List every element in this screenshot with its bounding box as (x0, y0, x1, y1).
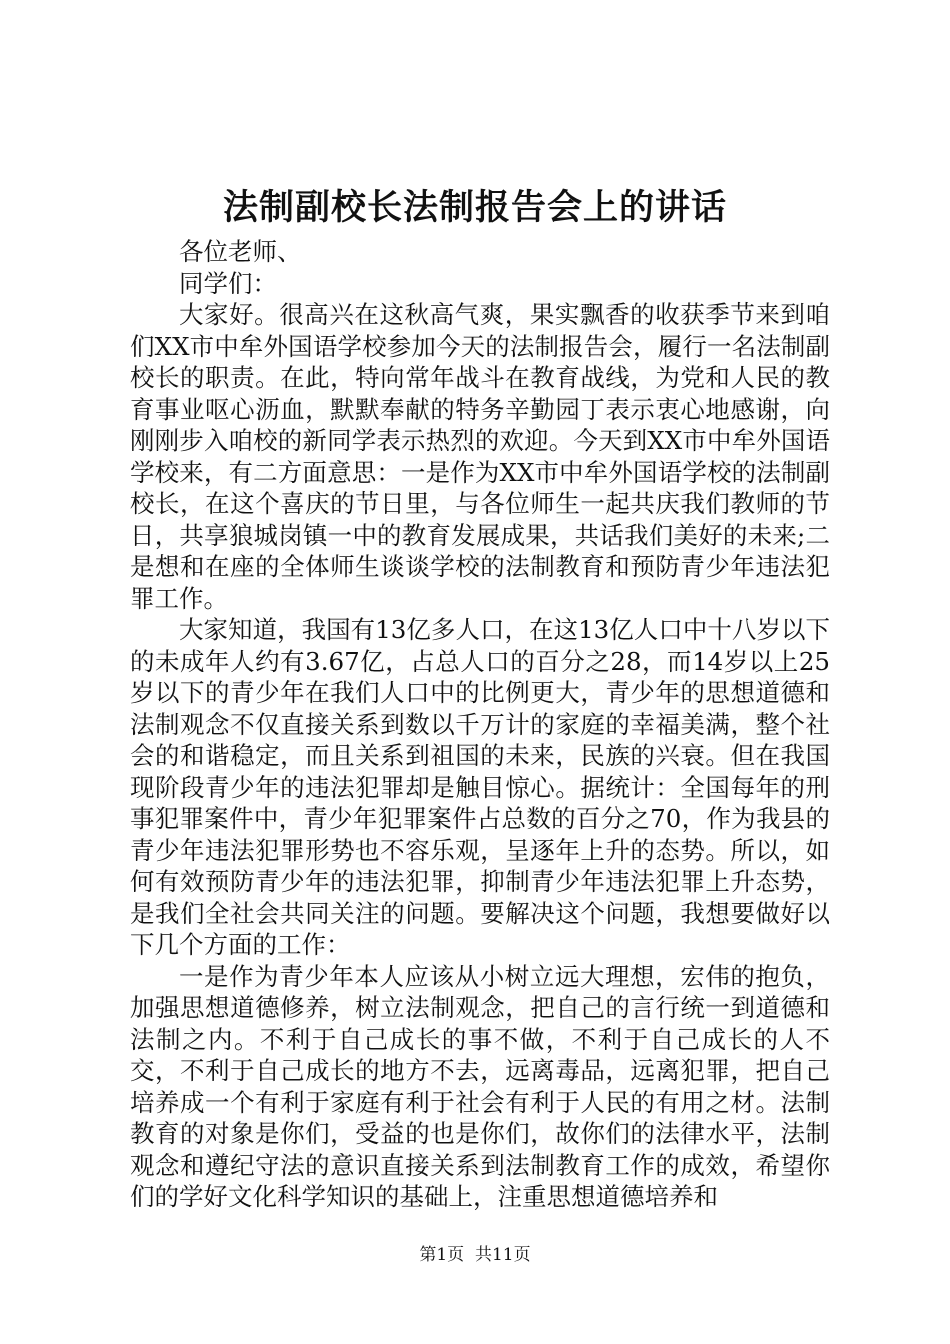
paragraph-1: 大家好。很高兴在这秋高气爽，果实飘香的收获季节来到咱们XX市中牟外国语学校参加今天的法制报告会，履行一名法制副校长的职责。在此，特向常年战斗在教育战线，为党和人民的教育事业呕心沥血，默默奉献的特务辛勤园丁表示衷心地感谢，向刚刚步入咱校的新同学表示热烈的欢迎。今天到XX市中牟外国语学校来，有二方面意思：一是作为XX市中牟外国语学校的法制副校长，在这个喜庆的节日里，与各位师生一起共庆我们教师的节日，共享狼城岗镇一中的教育发展成果，共话我们美好的未来;二是想和在座的全体师生谈谈学校的法制教育和预防青少年违法犯罪工作。 (130, 300, 830, 613)
page-number-label: 第1页 共11页 (419, 1245, 531, 1265)
paragraph-2: 大家知道，我国有13亿多人口，在这13亿人口中十八岁以下的未成年人约有3.67亿，占总人口的百分之28，而14岁以上25岁以下的青少年在我们人口中的比例更大，青少年的思想道德和法制观念不仅直接关系到数以千万计的家庭的幸福美满，整个社会的和谐稳定，而且关系到祖国的未来，民族的兴衰。但在我国现阶段青少年的违法犯罪却是触目惊心。据统计：全国每年的刑事犯罪案件中，青少年犯罪案件占总数的百分之70，作为我县的青少年违法犯罪形势也不容乐观，呈逐年上升的态势。所以，如何有效预防青少年的违法犯罪，抑制青少年违法犯罪上升态势，是我们全社会共同关注的问题。要解决这个问题，我想要做好以下几个方面的工作： (130, 615, 830, 959)
paragraph-3: 一是作为青少年本人应该从小树立远大理想，宏伟的抱负，加强思想道德修养，树立法制观念，把自己的言行统一到道德和法制之内。不利于自己成长的事不做，不利于自己成长的人不交，不利于自己成长的地方不去，远离毒品，远离犯罪，把自己培养成一个有利于家庭有利于社会有利于人民的有用之材。法制教育的对象是你们，受益的也是你们，故你们的法律水平，法制观念和遵纪守法的意识直接关系到法制教育工作的成效，希望你们的学好文化科学知识的基础上，注重思想道德培养和 (130, 961, 830, 1211)
greeting-line-2: 同学们： (179, 268, 277, 298)
page-footer (0, 1243, 950, 1267)
greeting-line-1: 各位老师、 (179, 237, 302, 266)
document-body (130, 236, 830, 1213)
document-title: 法制副校长法制报告会上的讲话 (222, 187, 727, 228)
